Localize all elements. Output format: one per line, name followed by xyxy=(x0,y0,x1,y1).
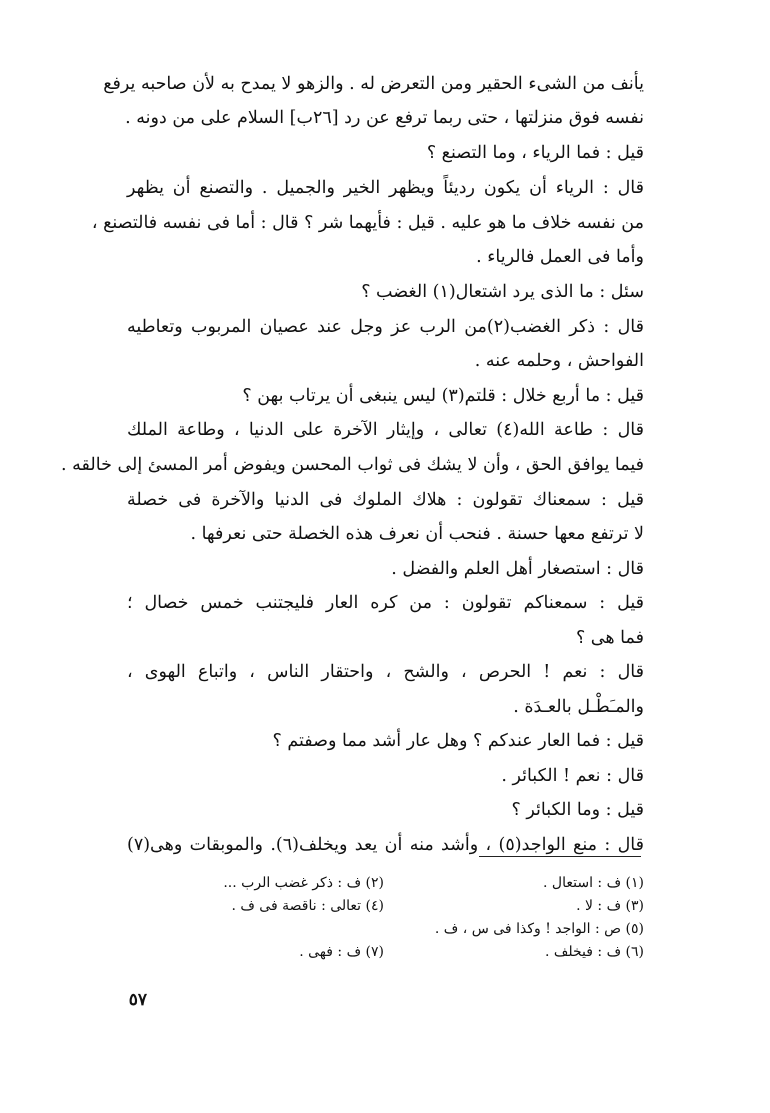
text-line: قال : نعم ! الكبائر . xyxy=(501,766,644,786)
text-line: قيل : ما أربع خلال : قلتم(٣) ليس ينبغى أن يرتاب بهن ؟ xyxy=(242,386,644,406)
text-line: قال : منع الواجد(٥) ، وأشد منه أن يعد ويخلف(٦). والموبقات وهى(٧) xyxy=(127,835,644,855)
footnote: (٦) ف : فيخلف . xyxy=(544,944,644,960)
text-line: الفواحش ، وحلمه عنه . xyxy=(474,351,644,371)
text-line: قيل : سمعناك تقولون : هلاك الملوك فى الدنيا والآخرة فى خصلة xyxy=(127,490,644,510)
footnote-divider xyxy=(479,856,641,857)
text-line: والمـَطْـل بالعـدَة . xyxy=(513,697,644,717)
text-line: لا ترتفع معها حسنة . فنحب أن نعرف هذه الخصلة حتى نعرفها . xyxy=(190,524,644,544)
text-line: قال : طاعة الله(٤) تعالى ، وإيثار الآخرة على الدنيا ، وطاعة الملك xyxy=(127,420,644,440)
footnote: (٤) تعالى : ناقصة فى ف . xyxy=(231,898,384,914)
text-line: يأنف من الشىء الحقير ومن التعرض له . والزهو لا يمدح به لأن صاحبه يرفع xyxy=(103,74,644,94)
text-line: وأما فى العمل فالرياء . xyxy=(476,247,644,267)
footnote: (١) ف : استعال . xyxy=(543,875,644,891)
text-line: قال : استصغار أهل العلم والفضل . xyxy=(391,559,644,579)
text-line: سئل : ما الذى يرد اشتعال(١) الغضب ؟ xyxy=(361,282,644,302)
text-line: فما هى ؟ xyxy=(575,628,644,648)
text-line: نفسه فوق منزلتها ، حتى ربما ترفع عن رد [٢٦ب] السلام على من دونه . xyxy=(125,108,644,128)
footnote: (٥) ص : الواجد ! وكذا فى س ، ف . xyxy=(434,921,644,937)
text-line: قيل : سمعناكم تقولون : من كره العار فليجتنب خمس خصال ؛ xyxy=(127,593,644,613)
footnote: (٧) ف : فهى . xyxy=(299,944,384,960)
footnote: (٢) ف : ذكر غضب الرب ... xyxy=(223,875,384,891)
text-line: قال : ذكر الغضب(٢)من الرب عز وجل عند عصيان المربوب وتعاطيه xyxy=(127,317,645,337)
text-line: قيل : فما العار عندكم ؟ وهل عار أشد مما وصفتم ؟ xyxy=(272,731,644,751)
text-line: فيما يوافق الحق ، وأن لا يشك فى ثواب المحسن ويفوض أمر المسئ إلى خالقه . xyxy=(61,455,644,475)
text-line: قيل : وما الكبائر ؟ xyxy=(511,800,644,820)
text-line: قال : نعم ! الحرص ، والشح ، واحتقار الناس ، واتباع الهوى ، xyxy=(127,662,644,682)
text-line: قيل : فما الرياء ، وما التصنع ؟ xyxy=(426,143,644,163)
text-line: من نفسه خلاف ما هو عليه . قيل : فأيهما شر ؟ قال : أما فى نفسه فالتصنع ، xyxy=(91,213,644,233)
page-number: ٥٧ xyxy=(128,990,147,1010)
footnote: (٣) ف : لا . xyxy=(576,898,644,914)
text-line: قال : الرياء أن يكون رديئاً ويظهر الخير والجميل . والتصنع أن يظهر xyxy=(127,178,644,198)
